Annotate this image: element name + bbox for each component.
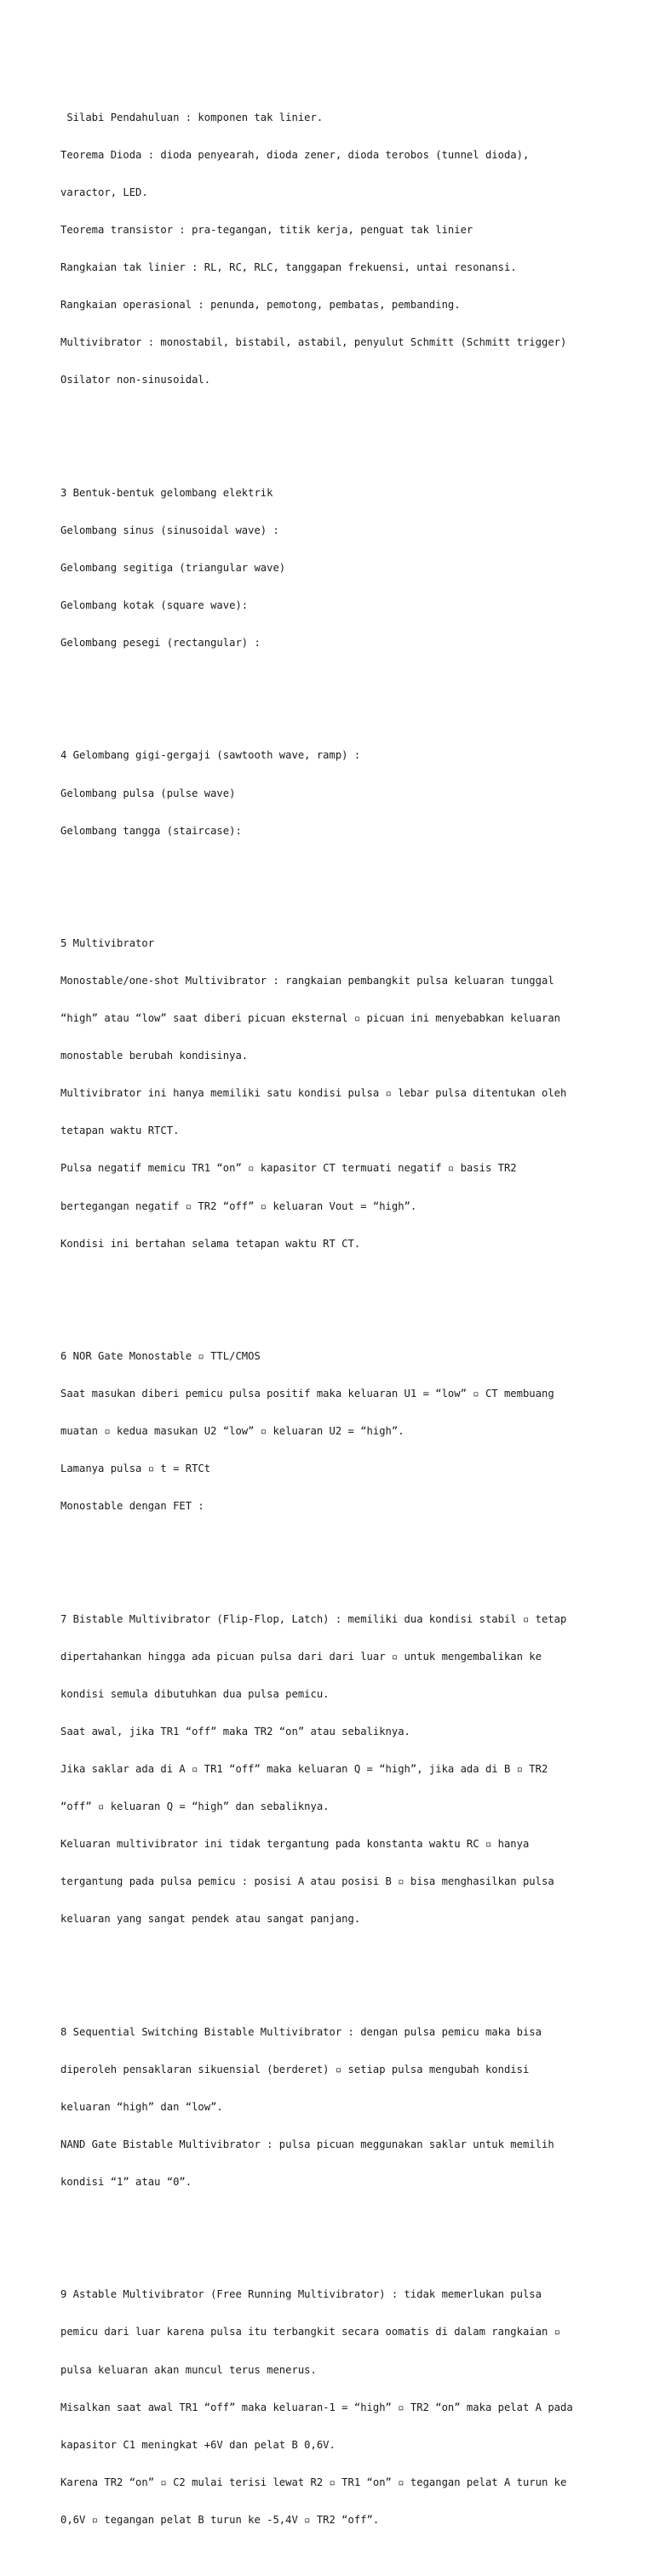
text-line: Multivibrator : monostabil, bistabil, astabil, penyulut Schmitt (Schmitt trigger) <box>60 336 567 349</box>
text-line: keluaran “high” dan “low”. <box>60 2100 223 2113</box>
text-line: varactor, LED. <box>60 186 148 198</box>
text-line: dipertahankan hingga ada picuan pulsa dari dari luar ▫ untuk mengembalikan ke <box>60 1650 542 1663</box>
section-heading: 8 Sequential Switching Bistable Multivibrator : dengan pulsa pemicu maka bisa <box>60 2025 542 2038</box>
text-line: “high” atau “low” saat diberi picuan eksternal ▫ picuan ini menyebabkan keluaran <box>60 1012 560 1025</box>
text-line: Misalkan saat awal TR1 “off” maka keluaran-1 = “high” ▫ TR2 “on” maka pelat A pada <box>60 2401 573 2413</box>
paragraph-section-6 <box>60 1325 648 1538</box>
text-line: Gelombang sinus (sinusoidal wave) : <box>60 524 279 536</box>
text-line: diperoleh pensaklaran sikuensial (berderet) ▫ setiap pulsa mengubah kondisi <box>60 2063 530 2075</box>
text-line: monostable berubah kondisinya. <box>60 1050 249 1062</box>
text-line: Jika saklar ada di A ▫ TR1 “off” maka keluaran Q = “high”, jika ada di B ▫ TR2 <box>60 1763 548 1776</box>
text-line: Monostable/one-shot Multivibrator : rangkaian pembangkit pulsa keluaran tunggal <box>60 975 554 987</box>
text-line: tergantung pada pulsa pemicu : posisi A atau posisi B ▫ bisa menghasilkan pulsa <box>60 1875 554 1888</box>
paragraph-section-8 <box>60 2001 648 2213</box>
text-line: Multivibrator ini hanya memiliki satu kondisi pulsa ▫ lebar pulsa ditentukan oleh <box>60 1087 567 1100</box>
section-heading: 5 Multivibrator <box>60 936 155 949</box>
text-line: Gelombang segitiga (triangular wave) <box>60 561 286 574</box>
text-line: Karena TR2 “on” ▫ C2 mulai terisi lewat R2 ▫ TR1 “on” ▫ tegangan pelat A turun ke <box>60 2476 567 2488</box>
text-line: Pulsa negatif memicu TR1 “on” ▫ kapasitor CT termuati negatif ▫ basis TR2 <box>60 1162 517 1175</box>
text-line: Lamanya pulsa ▫ t = RTCt <box>60 1463 211 1475</box>
text-line: muatan ▫ kedua masukan U2 “low” ▫ keluaran U2 = “high”. <box>60 1425 404 1438</box>
text-line: Gelombang kotak (square wave): <box>60 599 249 612</box>
paragraph-section-4 <box>60 724 648 862</box>
section-heading: 4 Gelombang gigi-gergaji (sawtooth wave, ramp) : <box>60 749 361 762</box>
text-line: Rangkaian operasional : penunda, pemotong, pembatas, pembanding. <box>60 299 461 312</box>
text-line: Kondisi ini bertahan selama tetapan waktu RT CT. <box>60 1237 361 1250</box>
text-line: Saat awal, jika TR1 “off” maka TR2 “on” atau sebaliknya. <box>60 1725 410 1737</box>
text-line: Rangkaian tak linier : RL, RC, RLC, tanggapan frekuensi, untai resonansi. <box>60 261 517 274</box>
text-line: Gelombang pesegi (rectangular) : <box>60 637 261 650</box>
text-line: Teorema Dioda : dioda penyearah, dioda zener, dioda terobos (tunnel dioda), <box>60 148 530 161</box>
section-heading: 3 Bentuk-bentuk gelombang elektrik <box>60 486 273 499</box>
text-line: bertegangan negatif ▫ TR2 “off” ▫ keluaran Vout = “high”. <box>60 1199 417 1212</box>
paragraph-section-9 <box>60 2264 648 2551</box>
text-line: Keluaran multivibrator ini tidak tergantung pada konstanta waktu RC ▫ hanya <box>60 1838 530 1851</box>
paragraph-silabi <box>60 86 648 411</box>
text-line: Osilator non-sinusoidal. <box>60 374 211 386</box>
text-line: pulsa keluaran akan muncul terus menerus. <box>60 2363 317 2376</box>
text-line: pemicu dari luar karena pulsa itu terbangkit secara oomatis di dalam rangkaian ▫ <box>60 2326 560 2338</box>
document-body <box>60 61 648 2576</box>
paragraph-section-3 <box>60 461 648 674</box>
text-line: Teorema transistor : pra-tegangan, titik kerja, penguat tak linier <box>60 224 473 237</box>
text-line: kondisi “1” atau “0”. <box>60 2176 192 2189</box>
text-line: keluaran yang sangat pendek atau sangat panjang. <box>60 1913 361 1926</box>
text-line: Gelombang tangga (staircase): <box>60 824 242 837</box>
paragraph-section-7 <box>60 1588 648 1950</box>
text-line: kondisi semula dibutuhkan dua pulsa pemicu. <box>60 1687 330 1700</box>
text-line: kapasitor C1 meningkat +6V dan pelat B 0,6V. <box>60 2438 336 2451</box>
paragraph-section-5 <box>60 913 648 1275</box>
text-line: Gelombang pulsa (pulse wave) <box>60 787 236 799</box>
text-line: NAND Gate Bistable Multivibrator : pulsa picuan meggunakan saklar untuk memilih <box>60 2138 554 2150</box>
text-line: tetapan waktu RTCT. <box>60 1125 180 1137</box>
text-line: “off” ▫ keluaran Q = “high” dan sebaliknya. <box>60 1800 330 1813</box>
text-line: Monostable dengan FET : <box>60 1500 204 1513</box>
section-heading: 9 Astable Multivibrator (Free Running Multivibrator) : tidak memerlukan pulsa <box>60 2288 542 2301</box>
text-line: 0,6V ▫ tegangan pelat B turun ke -5,4V ▫ TR2 “off”. <box>60 2513 380 2526</box>
section-heading: 6 NOR Gate Monostable ▫ TTL/CMOS <box>60 1349 261 1362</box>
section-heading: 7 Bistable Multivibrator (Flip-Flop, Latch) : memiliki dua kondisi stabil ▫ tetap <box>60 1612 567 1625</box>
text-line: Saat masukan diberi pemicu pulsa positif maka keluaran U1 = “low” ▫ CT membuang <box>60 1388 554 1400</box>
text-line: Silabi Pendahuluan : komponen tak linier. <box>60 111 324 123</box>
